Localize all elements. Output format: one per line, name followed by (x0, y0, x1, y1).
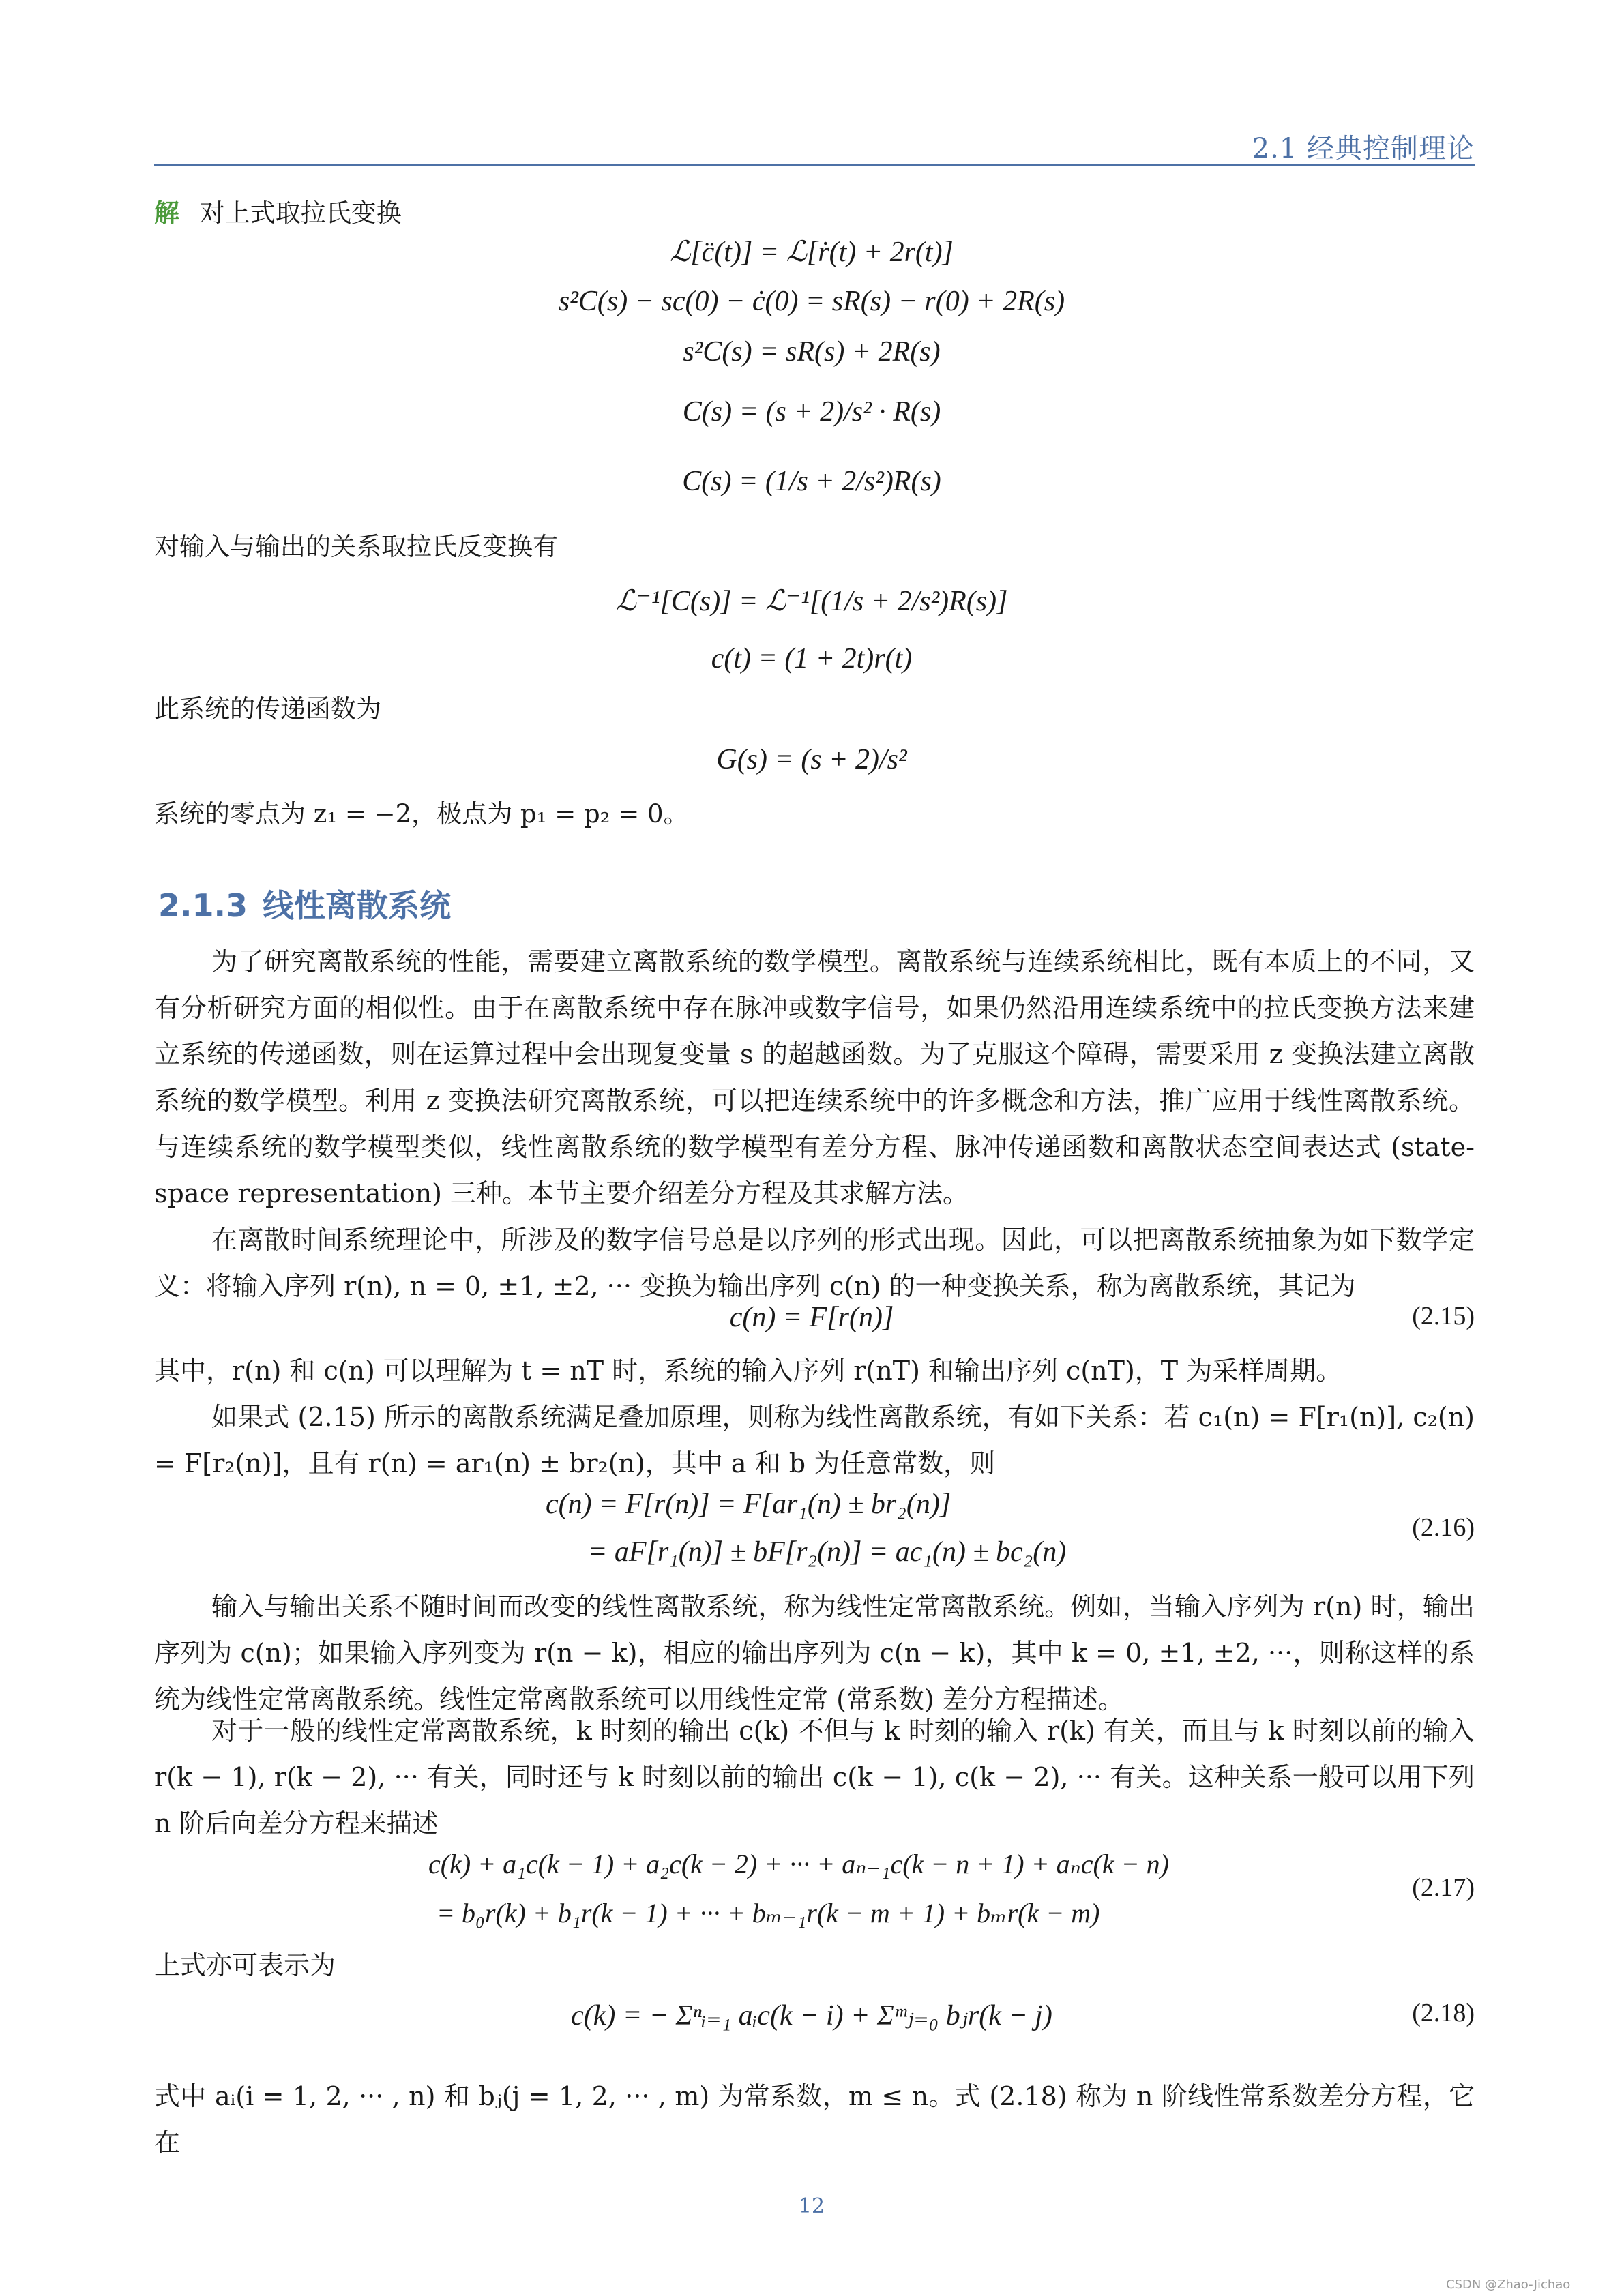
header-rule (154, 164, 1475, 166)
paragraph-2 (154, 1217, 1475, 1309)
transfer-function-intro: 此系统的传递函数为 (154, 694, 381, 724)
paragraph-6 (154, 1708, 1475, 1847)
equation-2-18: c(k) = − Σⁿᵢ₌₁ aᵢc(k − i) + Σᵐⱼ₌₀ bⱼr(k − j) (571, 2000, 1052, 2031)
paragraph-text: 其中，r(n) 和 c(n) 可以理解为 t = nT 时，系统的输入序列 r(nT) 和输出序列 c(nT)，T 为采样周期。 (154, 1356, 1342, 1386)
equation-2-17-line-2: = b₀r(k) + b₁r(k − 1) + ··· + bₘ₋₁r(k − m + 1) + bₘr(k − m) (437, 1898, 1100, 1928)
paragraph-5 (154, 1583, 1475, 1723)
equation-number-2-15: (2.15) (1412, 1302, 1475, 1330)
paragraph-text: 如果式 (2.15) 所示的离散系统满足叠加原理，则称为线性离散系统，有如下关系：若 c₁(n) = F[r₁(n)], c₂(n) = F[r₂(n)]，且有 r(n) = ar₁(n) ± br₂(n)，其中 a 和 b 为任意常数，则 (154, 1402, 1475, 1478)
section-number: 2.1.3 (158, 887, 248, 924)
solution-intro-line (154, 195, 402, 231)
equation-inverse-laplace: ℒ⁻¹[C(s)] = ℒ⁻¹[(1/s + 2/s²)R(s)] (615, 586, 1008, 617)
paragraph-text: 上式亦可表示为 (154, 1950, 336, 1980)
paragraph-text: 输入与输出关系不随时间而改变的线性离散系统，称为线性定常离散系统。例如，当输入序列为 r(n) 时，输出序列为 c(n)；如果输入序列变为 r(n − k)，相应的输出序列为 c(n − k)，其中 k = 0, ±1, ±2, ···，则称这样的系统为线性定常离散系统。线性定常离散系统可以用线性定常 (常系数) 差分方程描述。 (154, 1592, 1475, 1714)
paragraph-8 (154, 2073, 1475, 2166)
inverse-intro: 对输入与输出的关系取拉氏反变换有 (154, 532, 558, 561)
paragraph-text: 在离散时间系统理论中，所涉及的数字信号总是以序列的形式出现。因此，可以把离散系统抽象为如下数学定义：将输入序列 r(n), n = 0, ±1, ±2, ··· 变换为输出序列 c(n) 的一种变换关系，称为离散系统，其记为 (154, 1225, 1475, 1301)
section-title: 线性离散系统 (262, 887, 451, 924)
paragraph-4 (154, 1394, 1475, 1487)
running-header: 2.1 经典控制理论 (1252, 133, 1475, 164)
paragraph-1 (154, 938, 1475, 1217)
solution-intro-text: 对上式取拉氏变换 (199, 198, 402, 228)
paragraph-3 (154, 1347, 1475, 1394)
equation-number-2-17: (2.17) (1412, 1873, 1475, 1902)
zeros-poles-line: 系统的零点为 z₁ = −2，极点为 p₁ = p₂ = 0。 (154, 799, 689, 829)
equation-2-17-line-1: c(k) + a₁c(k − 1) + a₂c(k − 2) + ··· + aₙ₋₁c(k − n + 1) + aₙc(k − n) (428, 1849, 1169, 1879)
section-heading (158, 881, 451, 926)
equation-number-2-16: (2.16) (1412, 1513, 1475, 1542)
equation-transfer-function: G(s) = (s + 2)/s² (716, 744, 907, 775)
watermark: CSDN @Zhao-Jichao (1446, 2278, 1571, 2292)
page-number: 12 (798, 2194, 825, 2218)
equation-laplace-simplified: s²C(s) = sR(s) + 2R(s) (683, 336, 941, 368)
equation-number-2-18: (2.18) (1412, 1999, 1475, 2027)
equation-laplace-expanded: s²C(s) − sc(0) − ċ(0) = sR(s) − r(0) + 2R(s) (558, 286, 1065, 317)
equation-time-domain: c(t) = (1 + 2t)r(t) (711, 643, 913, 674)
equation-laplace: ℒ[c̈(t)] = ℒ[ṙ(t) + 2r(t)] (670, 237, 954, 268)
equation-output-fraction: C(s) = (s + 2)/s² · R(s) (682, 396, 941, 428)
solution-label: 解 (154, 198, 179, 228)
paragraph-7 (154, 1942, 1475, 1988)
equation-2-16-line-1: c(n) = F[r(n)] = F[ar₁(n) ± br₂(n)] (546, 1489, 951, 1520)
equation-2-16-line-2: = aF[r₁(n)] ± bF[r₂(n)] = ac₁(n) ± bc₂(n) (588, 1536, 1067, 1568)
paragraph-text: 对于一般的线性定常离散系统，k 时刻的输出 c(k) 不但与 k 时刻的输入 r(k) 有关，而且与 k 时刻以前的输入 r(k − 1), r(k − 2), ··· 有关，同时还与 k 时刻以前的输出 c(k − 1), c(k − 2), ··· 有关。这种关系一般可以用下列 n 阶后向差分方程来描述 (154, 1716, 1475, 1838)
equation-2-15: c(n) = F[r(n)] (729, 1302, 894, 1333)
equation-output-partial: C(s) = (1/s + 2/s²)R(s) (682, 466, 941, 497)
paragraph-text: 式中 aᵢ(i = 1, 2, ··· , n) 和 bⱼ(j = 1, 2, ··· , m) 为常系数，m ≤ n。式 (2.18) 称为 n 阶线性常系数差分方程，它在 (154, 2081, 1475, 2158)
paragraph-text: 为了研究离散系统的性能，需要建立离散系统的数学模型。离散系统与连续系统相比，既有本质上的不同，又有分析研究方面的相似性。由于在离散系统中存在脉冲或数字信号，如果仍然沿用连续系统中的拉氏变换方法来建立系统的传递函数，则在运算过程中会出现复变量 s 的超越函数。为了克服这个障碍，需要采用 z 变换法建立离散系统的数学模型。利用 z 变换法研究离散系统，可以把连续系统中的许多概念和方法，推广应用于线性离散系统。与连续系统的数学模型类似，线性离散系统的数学模型有差分方程、脉冲传递函数和离散状态空间表达式 (state-space representation) 三种。本节主要介绍差分方程及其求解方法。 (154, 946, 1475, 1208)
